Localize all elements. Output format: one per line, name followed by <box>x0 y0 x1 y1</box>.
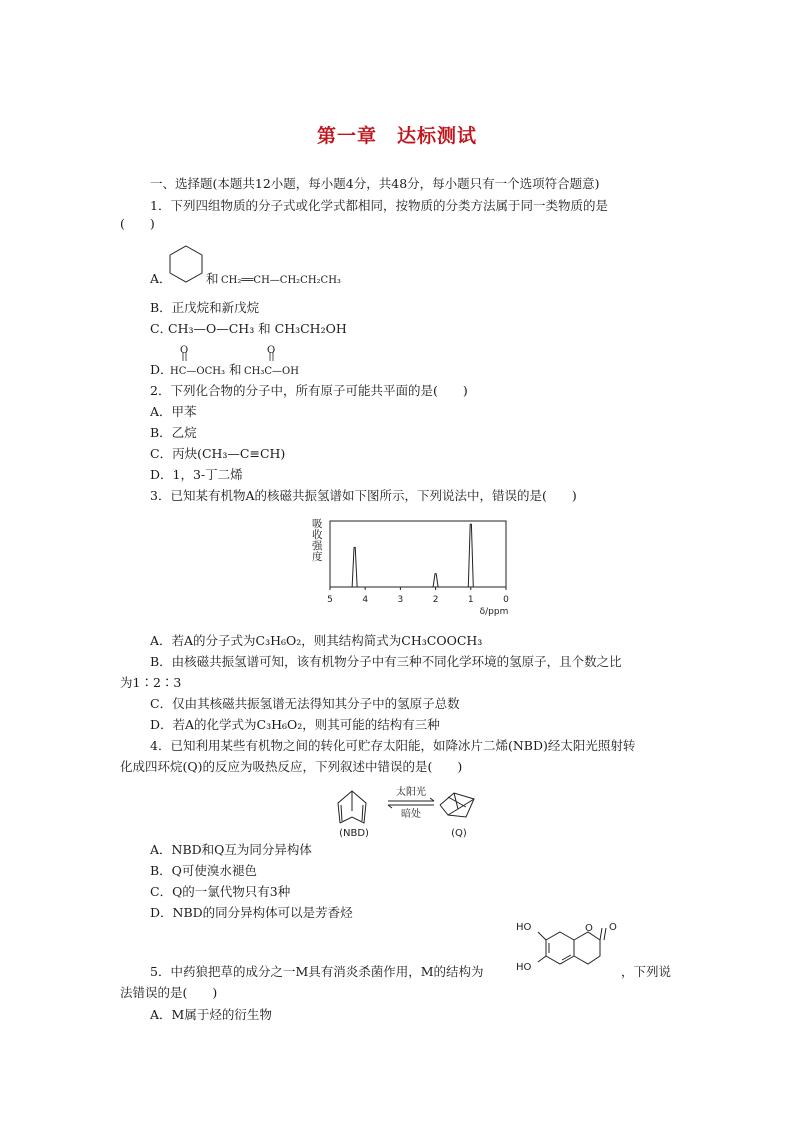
q2-option-d: D．1，3-丁二烯 <box>150 467 243 482</box>
hydroxyl-bottom-label: HO <box>516 962 532 973</box>
nmr-x-axis-label: δ/ppm <box>479 607 509 617</box>
q4-stem-line2: 化成四环烷(Q)的反应为吸热反应，下列叙述中错误的是( ) <box>120 759 463 774</box>
nmr-x-tick-label: 5 <box>327 595 333 605</box>
q1-option-d-right-formula: CH₃C—OH <box>244 366 299 377</box>
q3-stem: 3．已知某有机物A的核磁共振氢谱如下图所示，下列说法中，错误的是( ) <box>150 488 577 503</box>
q2-option-b: B．乙烷 <box>150 425 197 440</box>
q3-option-b-line1: B．由核磁共振氢谱可知，该有机物分子中有三种不同化学环境的氢原子，且个数之比 <box>150 654 622 669</box>
carbonyl-oxygen-label: O <box>609 922 617 933</box>
section-heading: 一、选择题(本题共12小题，每小题4分，共48分，每小题只有一个选项符合题意) <box>150 176 600 191</box>
nmr-peak <box>468 524 473 587</box>
q1-option-c-text: CH₃—O—CH₃ 和 CH₃CH₂OH <box>168 321 347 336</box>
q5-stem-line2: 法错误的是( ) <box>120 985 218 1000</box>
q4-option-a: A．NBD和Q互为同分异构体 <box>150 842 312 857</box>
q1-option-a-and: 和 <box>206 271 219 286</box>
q2-option-a: A．甲苯 <box>150 404 197 419</box>
nmr-x-tick-label: 0 <box>503 595 509 605</box>
q1-option-d-left-oxygen: O <box>180 345 189 356</box>
q1-stem: 1．下列四组物质的分子式或化学式都相同，按物质的分类方法属于同一类物质的是 <box>150 198 608 213</box>
q1-option-c-label: C． <box>150 321 173 336</box>
nmr-x-tick-label: 4 <box>362 595 369 605</box>
nmr-peak <box>433 574 438 587</box>
q1-option-d-right-oxygen: O <box>267 345 276 356</box>
q3-option-d: D．若A的化学式为C₃H₆O₂，则其可能的结构有三种 <box>150 717 440 732</box>
nmr-spectrum-chart <box>324 519 534 619</box>
ring-oxygen-label: O <box>585 923 593 934</box>
q2-option-c: C．丙炔(CH₃—C≡CH) <box>150 446 286 461</box>
q2-stem: 2．下列化合物的分子中，所有原子可能共平面的是( ) <box>150 383 468 398</box>
q4-option-c: C．Q的一氯代物只有3种 <box>150 884 291 899</box>
nmr-peak <box>352 547 357 587</box>
q-label: (Q) <box>451 828 467 839</box>
q1-option-a-label: A． <box>150 271 172 286</box>
q3-option-c: C．仅由其核磁共振氢谱无法得知其分子中的氢原子总数 <box>150 696 460 711</box>
q1-option-d-left-formula: HC—OCH₃ <box>170 366 225 377</box>
nbd-label: (NBD) <box>339 828 369 839</box>
nmr-x-tick-label: 2 <box>432 595 439 605</box>
nbd-structure <box>338 791 366 823</box>
q5-stem-part1: 5．中药狼把草的成分之一M具有消炎杀菌作用，M的结构为 <box>150 964 484 979</box>
q1-option-d-left-double-bond <box>181 352 187 362</box>
q1-answer-paren: ( ) <box>120 216 155 231</box>
arrow-label-dark: 暗处 <box>401 809 421 820</box>
q1-option-b: B．正戊烷和新戊烷 <box>150 300 260 315</box>
hydroxyl-top-label: HO <box>516 922 532 933</box>
q5-stem-part2: ，下列说 <box>621 964 672 979</box>
q5-option-a: A．M属于烃的衍生物 <box>150 1007 272 1022</box>
q3-option-b-line2: 为1∶2∶3 <box>120 675 182 690</box>
q1-option-a-formula: CH₂══CH—CH₂CH₂CH₃ <box>221 275 341 286</box>
q1-option-d-right-double-bond <box>268 352 274 362</box>
q3-option-a: A．若A的分子式为C₃H₆O₂，则其结构简式为CH₃COOCH₃ <box>150 633 483 648</box>
q1-option-d-and: 和 <box>229 362 242 377</box>
coumarin-structure-m <box>514 918 626 978</box>
nmr-x-tick-label: 1 <box>467 595 474 605</box>
arrow-label-sunlight: 太阳光 <box>396 787 426 798</box>
nbd-to-q-reaction-scheme <box>332 783 482 838</box>
q4-option-b: B．Q可使溴水褪色 <box>150 863 257 878</box>
nmr-x-tick-label: 3 <box>397 595 404 605</box>
q1-option-d-label: D． <box>150 362 173 377</box>
q4-option-d: D．NBD的同分异构体可以是芳香烃 <box>150 905 353 920</box>
q4-stem-line1: 4．已知利用某些有机物之间的转化可贮存太阳能，如降冰片二烯(NBD)经太阳光照射转 <box>150 738 636 753</box>
nmr-y-axis-label: 吸收强度 <box>312 518 323 563</box>
page-title: 第一章 达标测试 <box>316 125 477 147</box>
quadricyclane-structure <box>440 793 474 817</box>
cyclohexane-structure <box>166 244 206 284</box>
